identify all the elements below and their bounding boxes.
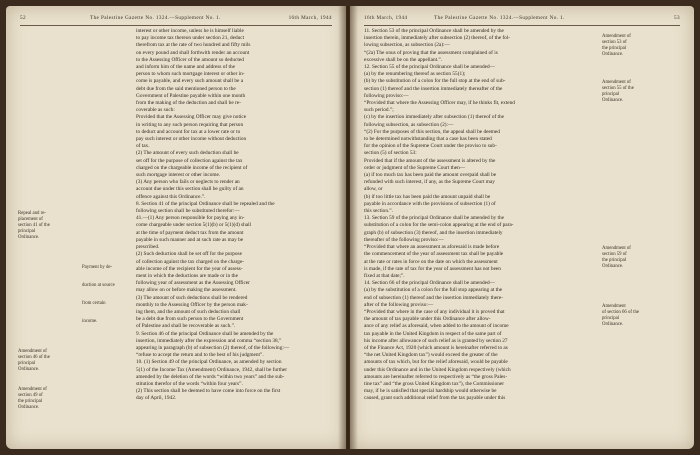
text-line: Government of Palestine payable within one month [136,92,246,99]
side-note-line: from certain [82,301,106,306]
margin-note-line: section 41 of the [18,223,50,228]
text-line: “Provided that where the Assessing Officer may, if he thinks fit, extend [364,100,515,107]
text-line: 13. Section 59 of the principal Ordinance shall be amended by the [364,215,505,222]
text-line: pay such interest or other income without deduction [136,136,247,143]
text-line: on every pound and shall forthwith render an account [136,49,250,56]
left-body-text [136,28,326,403]
left-header-title: The Palestine Gazette No. 1324.—Supplement No. 1. [90,15,221,21]
text-line: is made, if the rate of tax for the year of assessment has not been [364,265,501,272]
right-running-header [364,15,680,25]
margin-note-line: section 46 of the [18,355,50,360]
text-line: set off for the purpose of collection against the tax [136,157,243,164]
text-line: of tax. [136,143,150,150]
right-header-date: 16th March, 1944 [364,15,408,21]
text-line: the amount of tax payable under this Ordinance after allow- [364,316,491,323]
text-line: of the Finance Act, 1920 (which amount is hereinafter referred to as [364,344,508,351]
margin-note-line: placement of [18,217,43,222]
text-line: appearing in paragraph (b) of subsection (2) thereof, of the following:— [136,344,290,351]
text-line: (3) The amount of such deductions shall be rendered [136,294,248,301]
text-line: caused, grant such additional relief from the tax payable under this [364,395,506,402]
text-line: 9. Section 46 of the principal Ordinance shall be amended by the [136,330,274,337]
text-line: account due under this section shall be guilty of an [136,186,244,193]
text-line: (a) by the substitution of a colon for the full stop appearing at the [364,287,503,294]
right-header-title: The Palestine Gazette No. 1324.—Supplement No. 1. [434,15,565,21]
text-line: from the making of the deduction and shall be re- [136,100,241,107]
margin-note-line: Amendment [602,304,626,309]
right-page [350,6,694,449]
text-line: 41.—(1) Any person responsible for paying any in- [136,215,245,222]
text-line: fixed at that date;”. [364,272,405,279]
margin-note [602,80,634,104]
text-line: to the Assessing Officer of the amount so deducted [136,56,244,63]
text-line: day of April, 1942. [136,395,177,402]
left-inner-side-note [82,265,138,337]
text-line: “(2a) The onus of proving that the assessment complained of is [364,49,498,56]
text-line: therefrom tax at the rate of two hundred and fifty mils [136,42,251,49]
text-line: under this Ordinance and in the United Kingdom respectively (which [364,366,511,373]
margin-note-line: section 53 of [602,40,627,45]
text-line: after of the following proviso:— [364,301,434,308]
text-line: prescribed. [136,244,160,251]
text-line: following year of assessment as the Assessing Officer [136,280,250,287]
margin-note-line: section 49 of [18,393,43,398]
left-header-date: 16th March, 1944 [288,15,332,21]
text-line: “the net United Kingdom tax”) would exceed the greater of the [364,352,498,359]
text-line: payable in accordance with the provisions of subsection (1) of [364,200,496,207]
text-line: following proviso:— [364,92,409,99]
text-line: section (5) of section 53: [364,150,417,157]
text-line: come chargeable under section 5(1)(b) or 5(1)(d) shall [136,222,252,229]
left-running-header [20,15,332,25]
text-line: tax payable in the United Kingdom in respect of the same part of [364,330,502,337]
text-line: (a) by the renumbering thereof as section 55(1); [364,71,466,78]
text-line: come is payable, and every such amount shall be a [136,78,244,85]
text-line: 5(1) of the Income Tax (Amendment) Ordinance, 1942, shall be further [136,366,288,373]
margin-note-line: Ordinance. [602,98,624,103]
text-line: charged on the chargeable income of the recipient of [136,164,248,171]
margin-note-line: Amendment of [602,80,631,85]
text-line: lowing subsection, as subsection (2a):— [364,42,450,49]
text-line: (3) Any person who fails or neglects to render an [136,179,240,186]
text-line: at the time of payment deduct tax from the amount [136,229,244,236]
text-line: interest or other income, unless he is himself liable [136,28,244,34]
text-line: following subsection, as subsection (2):— [364,121,454,128]
side-note-line: Payment by de- [82,265,113,270]
text-line: (2) Such deduction shall be set off for the purpose [136,251,242,258]
text-line: to be determined notwithstanding that a case has been stated [364,136,492,143]
text-line: Provided that the Assessing Officer may give notice [136,114,247,121]
text-line: amended by the deletion of the words “within two years” and the sub- [136,373,285,380]
text-line: able income of the recipient for the year of assess- [136,265,243,272]
margin-note-line: the principal [602,258,627,263]
text-line: end of subsection (1) thereof and the insertion immediately there- [364,294,503,301]
text-line: monthly to the Assessing Officer by the person mak- [136,301,248,308]
text-line: “refuse to accept the return and to the best of his judgment”. [136,352,264,359]
text-line: 11. Section 53 of the principal Ordinance shall be amended by the [364,28,504,34]
text-line: “Provided that where in the case of any individual it is proved that [364,308,505,315]
margin-note-line: Ordinance. [602,264,624,269]
text-line: the commencement of the year of assessment tax shall be payable [364,251,504,258]
text-line: following section shall be substituted therefor:— [136,208,240,215]
text-line: ance of any relief as aforesaid, when added to the amount of income [364,323,509,330]
text-line: such period.”; [364,107,394,114]
text-line: of collection against the tax charged on the charge- [136,258,245,265]
text-line: insertion, immediately after the expression and comma “section 38,” [136,337,282,344]
margin-note-line: Amendment of [18,387,47,392]
margin-note-line: principal [18,361,36,366]
text-line: and inform him of the name and address of the [136,64,235,71]
text-line: (b) if too little tax has been paid the amount unpaid shall be [364,193,491,200]
text-line: 12. Section 55 of the principal Ordinance shall be amended— [364,64,495,71]
book-gutter [338,6,358,449]
text-line: of Palestine and shall be recoverable as such.”. [136,323,236,330]
text-line: coverable as such: [136,107,175,114]
text-line: section (1) thereof and the insertion immediately thereafter of the [364,85,503,92]
text-line: (b) by the substitution of a colon for the full stop at the end of sub- [364,78,506,85]
side-note-line: income. [82,319,98,324]
right-header-rule [364,25,680,26]
text-line: ing them, and the amount of such deduction shall [136,308,241,315]
text-line: be a debt due from such person to the Government [136,316,244,323]
text-line: 14. Section 66 of the principal Ordinance shall be amended— [364,280,495,287]
text-line: such mortgage interest or other income. [136,172,221,179]
text-line: (2) The amount of every such deduction shall be [136,150,239,157]
side-note-line: duction at source [82,283,115,288]
margin-note-line: the principal [602,46,627,51]
text-line: “Provided that where an assessment as aforesaid is made before [364,244,500,251]
margin-note [602,246,631,270]
margin-note [18,387,47,411]
margin-note-line: principal [602,92,620,97]
text-line: person to whom such mortgage interest or other in- [136,71,245,78]
text-line: excessive shall be on the appellant.”. [364,56,443,63]
text-line: to pay income tax thereon under section 21, deduct [136,35,245,42]
text-line: amounts of tax which, but for the relief aforesaid, would be payable [364,359,508,366]
text-line: (2) This section shall be deemed to have come into force on the first [136,388,281,395]
margin-note-line: Ordinance. [18,367,40,372]
text-line: ment in which the deductions are made or in the [136,272,238,279]
right-body-text [364,28,594,403]
text-line: may allow on or before making the assessment. [136,287,237,294]
margin-note-line: of section 66 of the [602,310,640,315]
margin-note-line: Amendment of [602,34,631,39]
text-line: insertion therein, immediately after subsection (2) thereof, of the fol- [364,35,511,42]
left-page [6,6,346,449]
text-line: 10. (1) Section 49 of the principal Ordinance, as amended by section [136,359,282,366]
text-line: in writing to any such person requiring that person [136,121,244,128]
margin-note-line: section 59 of [602,252,627,257]
margin-note-line: Ordinance. [18,235,40,240]
text-line: at the rate or rates in force on the date on which the assessment [364,258,498,265]
left-header-rule [20,25,332,26]
left-page-number: 52 [20,15,26,21]
text-line: substitution of a colon for the semi-colon appearing at the end of para- [364,222,514,229]
margin-note-line: Ordinance. [602,322,624,327]
margin-note-line: Ordinance. [18,405,40,410]
text-line: refunded with such interest, if any, as the Supreme Court may [364,179,495,186]
margin-note-line: principal [602,316,620,321]
margin-note-line: Amendment of [18,349,47,354]
text-line: for the opinion of the Supreme Court under the proviso to sub- [364,143,497,150]
text-line: thereafter of the following proviso:— [364,236,444,243]
margin-note [18,211,50,241]
text-line: allow, or [364,186,383,193]
margin-note-line: Amendment of [602,246,631,251]
text-line: offence against this Ordinance.”. [136,193,206,200]
margin-note-line: principal [18,229,36,234]
text-line: Provided that if the amount of the assessment is altered by the [364,157,496,164]
margin-note-line: section 55 of the [602,86,634,91]
text-line: this section.”. [364,208,393,215]
text-line: his income after allowance of such relief as is granted by section 27 [364,337,508,344]
text-line: tine tax” and “the gross United Kingdom tax”), the Commissioner [364,380,505,387]
margin-note [18,349,50,373]
right-page-number: 53 [674,15,680,21]
text-line: to deduct and account for tax at a lower rate or to [136,128,241,135]
text-line: 8. Section 41 of the principal Ordinance shall be repealed and the [136,200,275,207]
text-line: amounts are hereinafter referred to respectively as “the gross Pales- [364,373,508,380]
text-line: graph (b) of subsection (3) thereof, and the insertion immediately [364,229,503,236]
margin-note [602,304,639,328]
margin-note-line: Repeal and re- [18,211,46,216]
text-line: payable in such manner and at such rate as may be [136,236,244,243]
text-line: (a) if too much tax has been paid the amount overpaid shall be [364,172,497,179]
text-line: order or judgment of the Supreme Court then— [364,164,466,171]
text-line: debt due from the said mentioned person to the [136,85,236,92]
text-line: “(2) For the purposes of this section, the appeal shall be deemed [364,128,500,135]
text-line: may, if he is satisfied that special hardship would otherwise be [364,388,497,395]
text-line: stitution therefor of the words “within four years”. [136,380,243,387]
text-line: (c) by the insertion immediately after subsection (1) thereof of the [364,114,505,121]
margin-note [602,34,631,58]
margin-note-line: the principal [18,399,43,404]
margin-note-line: Ordinance. [602,52,624,57]
